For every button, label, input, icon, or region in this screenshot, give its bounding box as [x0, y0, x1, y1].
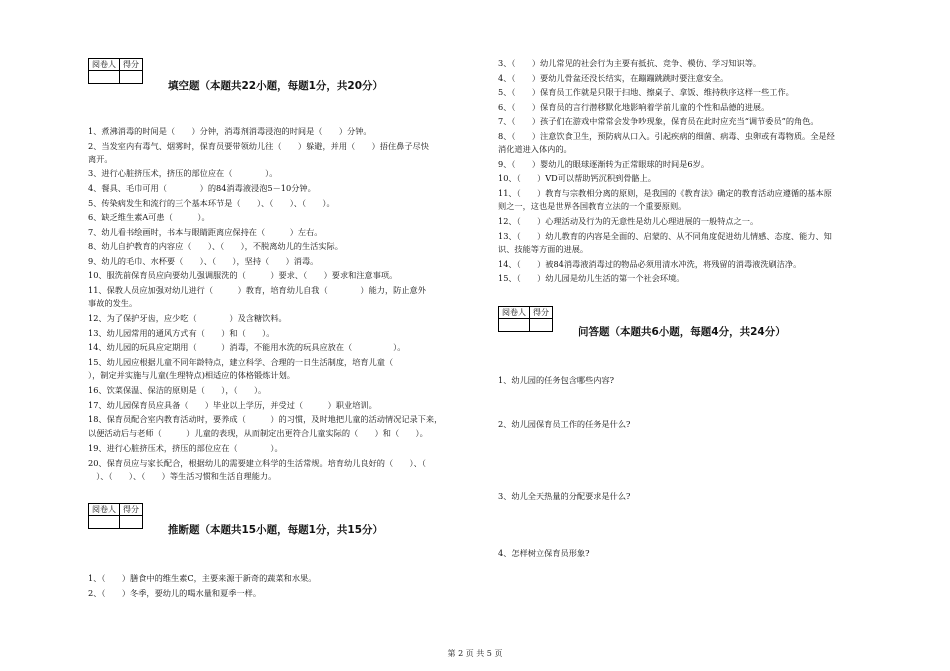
judge-line: 4、（ ）要幼儿骨盆还没长结实，在蹦蹦跳跳时要注意安全。: [498, 73, 729, 83]
fill-line: 17、幼儿园保育员应具备（ ）毕业以上学历，并受过（ ）职业培训。: [88, 400, 377, 410]
score-box-reviewer-cell: [89, 516, 120, 529]
score-box-reviewer-cell: [89, 71, 120, 84]
judge-line: 5、（ ）保育员工作就是只限于扫地、擦桌子、拿饭、维持秩序这样一些工作。: [498, 87, 794, 97]
fill-line: 12、为了保护牙齿，应少吃（ ）及含糖饮料。: [88, 313, 287, 323]
judge-line: 9、（ ）婴幼儿的眼球逐渐转为正常眼球的时间是6岁。: [498, 159, 710, 169]
fill-line: 6、缺乏维生素A可患（ ）。: [88, 212, 210, 222]
fill-line: 4、餐具、毛巾可用（ ）的84消毒液浸泡5－10分钟。: [88, 183, 316, 193]
fill-line: 14、幼儿园的玩具应定期用（ ）消毒，不能用水洗的玩具应放在（ ）。: [88, 342, 406, 352]
score-box-score-label: 得分: [530, 307, 553, 319]
fill-line: 20、保育员应与家长配合，根据幼儿的需要建立科学的生活常规。培育幼儿良好的（ ）、（: [88, 458, 426, 468]
score-box-score-label: 得分: [120, 504, 143, 516]
score-box-qa: [498, 306, 553, 332]
score-box-score-cell: [120, 71, 143, 84]
fill-line: 8、幼儿自护教育的内容应（ ）、（ ），不脱离幼儿的生活实际。: [88, 241, 343, 251]
judge-section-title: 推断题（本题共15小题，每题1分，共15分）: [168, 524, 384, 536]
judge-line: 1、（ ）膳食中的维生素C，主要来源于新奇的蔬菜和水果。: [88, 573, 317, 583]
score-box-score-cell: [530, 319, 553, 332]
qa-section-title: 问答题（本题共6小题，每题4分，共24分）: [578, 326, 786, 338]
judge-line: 识、技能等方面的进展。: [498, 244, 589, 254]
judge-line: 12、（ ）心理活动及行为的无意性是幼儿心理进展的一般特点之一。: [498, 216, 759, 226]
fill-line: 2、当发室内有毒气、烟雾时，保育员要带领幼儿往（ ）躲避，并用（ ）捂住鼻子尽快: [88, 141, 429, 151]
page-footer: 第 2 页 共 5 页: [447, 649, 503, 658]
fill-line: ），制定并实施与儿童(生理特点)相适应的体格锻炼计划。: [88, 370, 295, 380]
score-box-reviewer-cell: [499, 319, 530, 332]
fill-line: 16、饮菜保温、保洁的原则是（ ），（ ）。: [88, 385, 267, 395]
score-box-fill: [88, 58, 143, 84]
fill-line: 以便活动后与老师（ ）儿童的表现，从而制定出更符合儿童实际的（ ）和（ ）。: [88, 428, 428, 438]
fill-line: 7、幼儿看书绘画时，书本与眼睛距离应保持在（ ）左右。: [88, 227, 323, 237]
fill-line: 离开。: [88, 154, 113, 164]
score-box-reviewer-label: 阅卷人: [499, 307, 530, 319]
judge-line: 7、（ ）孩子们在游戏中常常会发争吵现象，保育员在此时应充当“调节委员”的角色。: [498, 116, 819, 126]
judge-line: 则之一，这也是世界各国教育立法的一个重要原则。: [498, 201, 687, 211]
score-box-reviewer-label: 阅卷人: [89, 504, 120, 516]
fill-line: 15、幼儿园应根据儿童不同年龄特点，建立科学、合理的一日生活制度，培育儿童（: [88, 357, 426, 367]
judge-line: 8、（ ）注意饮食卫生，预防病从口入。引起疾病的细菌、病毒、虫卵或有毒物质。全是经: [498, 131, 835, 141]
score-box-score-cell: [120, 516, 143, 529]
judge-line: 14、（ ）被84消毒液消毒过的物品必须用清水冲洗，将残留的消毒液洗刷洁净。: [498, 259, 802, 269]
fill-line: 11、保教人员应加强对幼儿进行（ ）教育，培育幼儿自我（ ）能力，防止意外: [88, 285, 426, 295]
judge-line: 6、（ ）保育员的言行潜移默化地影响着学前儿童的个性和品德的进展。: [498, 102, 770, 112]
score-box-score-label: 得分: [120, 59, 143, 71]
judge-line: 15、（ ）幼儿园是幼儿生活的第一个社会环境。: [498, 273, 685, 283]
fill-line: 19、进行心脏挤压术，挤压的部位应在（ ）。: [88, 443, 283, 453]
judge-line: 3、（ ）幼儿常见的社会行为主要有抵抗、竞争、模仿、学习知识等。: [498, 58, 762, 68]
fill-line: 事故的发生。: [88, 298, 138, 308]
fill-line: 10、服洗前保育员应向要幼儿强调服洗的（ ）要求、（ ）要求和注意事项。: [88, 270, 398, 280]
qa-question: 1、幼儿园的任务包含哪些内容?: [498, 375, 615, 385]
score-box-reviewer-label: 阅卷人: [89, 59, 120, 71]
judge-line: 13、（ ）幼儿教育的内容是全面的、启蒙的、从不同角度促进幼儿情感、态度、能力、知: [498, 231, 832, 241]
qa-question: 2、幼儿园保育员工作的任务是什么?: [498, 419, 631, 429]
judge-line: 2、（ ）冬季，要幼儿的喝水量和夏季一样。: [88, 588, 262, 598]
fill-line: ）、（ ）、（ ）等生活习惯和生活自理能力。: [88, 471, 277, 481]
fill-line: 3、进行心脏挤压术，挤压的部位应在（ ）。: [88, 168, 278, 178]
judge-line: 11、（ ）教育与宗教相分离的原则，是我国的《教育法》确定的教育活动应遵循的基本原: [498, 188, 832, 198]
judge-line: 消化道进入体内的。: [498, 144, 572, 154]
fill-line: 9、幼儿的毛巾、水杯要（ ）、（ ），坚持（ ）消毒。: [88, 256, 319, 266]
judge-line: 10、（ ）VD可以帮助钙沉积到骨骼上。: [498, 173, 656, 183]
fill-line: 18、保育员配合室内教育活动时，要养成（ ）的习惯，及时地把儿童的活动情况记录下来，: [88, 414, 443, 424]
fill-line: 13、幼儿园常用的通风方式有（ ）和（ ）。: [88, 328, 275, 338]
fill-line: 5、传染病发生和流行的三个基本环节是（ ）、（ ）、（ ）。: [88, 198, 335, 208]
qa-question: 4、怎样树立保育员形象?: [498, 548, 590, 558]
score-box-judge: [88, 503, 143, 529]
fill-section-title: 填空题（本题共22小题，每题1分，共20分）: [168, 80, 384, 92]
qa-question: 3、幼儿全天热量的分配要求是什么?: [498, 491, 631, 501]
fill-line: 1、煮沸消毒的时间是（ ）分钟，消毒剂消毒浸泡的时间是（ ）分钟。: [88, 126, 372, 136]
